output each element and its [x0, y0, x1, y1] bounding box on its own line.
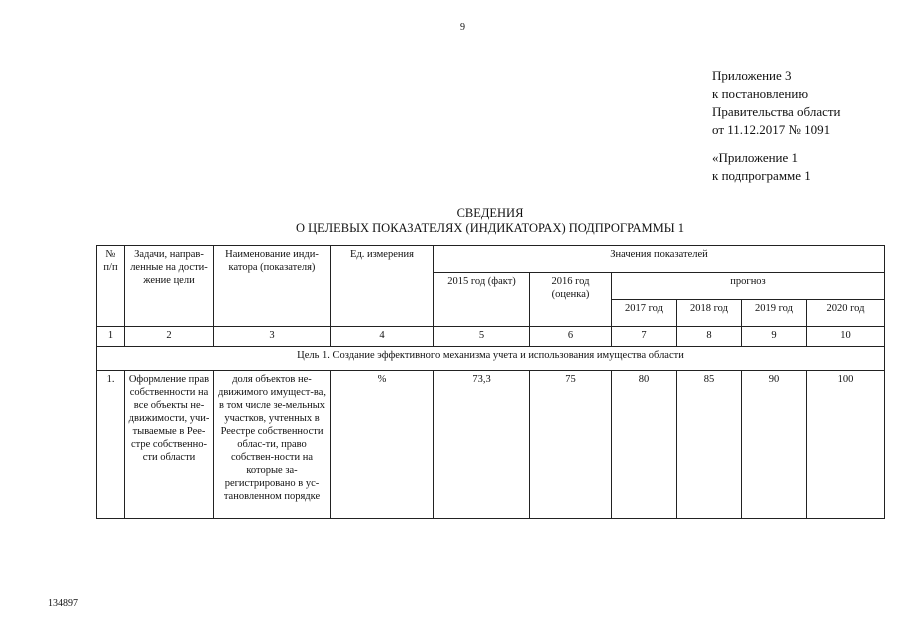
header-unit: Ед. измерения: [331, 246, 434, 327]
column-number: 4: [331, 327, 434, 347]
appendix-reference: [712, 67, 841, 185]
row-value-2020: 100: [807, 371, 885, 519]
header-num: № п/п: [97, 246, 125, 327]
header-indicator: Наименование инди-катора (показателя): [214, 246, 331, 327]
header-forecast: прогноз: [612, 273, 885, 300]
column-number: 9: [742, 327, 807, 347]
document-code: 134897: [48, 598, 78, 609]
indicators-table: [96, 245, 885, 519]
row-number: 1.: [97, 371, 125, 519]
row-task: Оформление прав собственности на все объекты не-движимости, учи-тываемые в Рее-стре собственно-сти области: [125, 371, 214, 519]
appendix-line: к постановлению: [712, 86, 809, 101]
column-number: 8: [677, 327, 742, 347]
header-2017: 2017 год: [612, 300, 677, 327]
column-number: 1: [97, 327, 125, 347]
column-number-row: [97, 327, 885, 347]
title-line-1: СВЕДЕНИЯ: [456, 206, 524, 220]
column-number: 2: [125, 327, 214, 347]
column-number: 7: [612, 327, 677, 347]
row-value-2016: 75: [530, 371, 612, 519]
appendix-line: от 11.12.2017 № 1091: [712, 122, 831, 137]
row-unit: %: [331, 371, 434, 519]
header-tasks: Задачи, направ-ленные на дости-жение цели: [125, 246, 214, 327]
column-number: 10: [807, 327, 885, 347]
page-number: 9: [460, 22, 465, 33]
document-title: [96, 206, 884, 236]
column-number: 3: [214, 327, 331, 347]
row-value-2017: 80: [612, 371, 677, 519]
table-row: [97, 371, 885, 519]
title-line-2: О ЦЕЛЕВЫХ ПОКАЗАТЕЛЯХ (ИНДИКАТОРАХ) ПОДПРОГРАММЫ 1: [296, 221, 684, 235]
header-2016: 2016 год (оценка): [530, 273, 612, 327]
row-value-2019: 90: [742, 371, 807, 519]
row-value-2015: 73,3: [434, 371, 530, 519]
row-indicator: доля объектов не-движимого имущест-ва, в том числе зе-мельных участков, учтенных в Реестре собственности облас-ти, право собствен-ности на которые за-регистрировано в ус-тановленном порядке: [214, 371, 331, 519]
sub-appendix-line: «Приложение 1: [712, 150, 799, 165]
header-2019: 2019 год: [742, 300, 807, 327]
sub-appendix-line: к подпрограмме 1: [712, 168, 811, 183]
header-values: Значения показателей: [434, 246, 885, 273]
column-number: 6: [530, 327, 612, 347]
header-2018: 2018 год: [677, 300, 742, 327]
row-value-2018: 85: [677, 371, 742, 519]
appendix-line: Правительства области: [712, 104, 841, 119]
header-2015: 2015 год (факт): [434, 273, 530, 327]
goal-row: Цель 1. Создание эффективного механизма учета и использования имущества области: [97, 347, 885, 371]
appendix-line: Приложение 3: [712, 68, 792, 83]
header-2020: 2020 год: [807, 300, 885, 327]
column-number: 5: [434, 327, 530, 347]
